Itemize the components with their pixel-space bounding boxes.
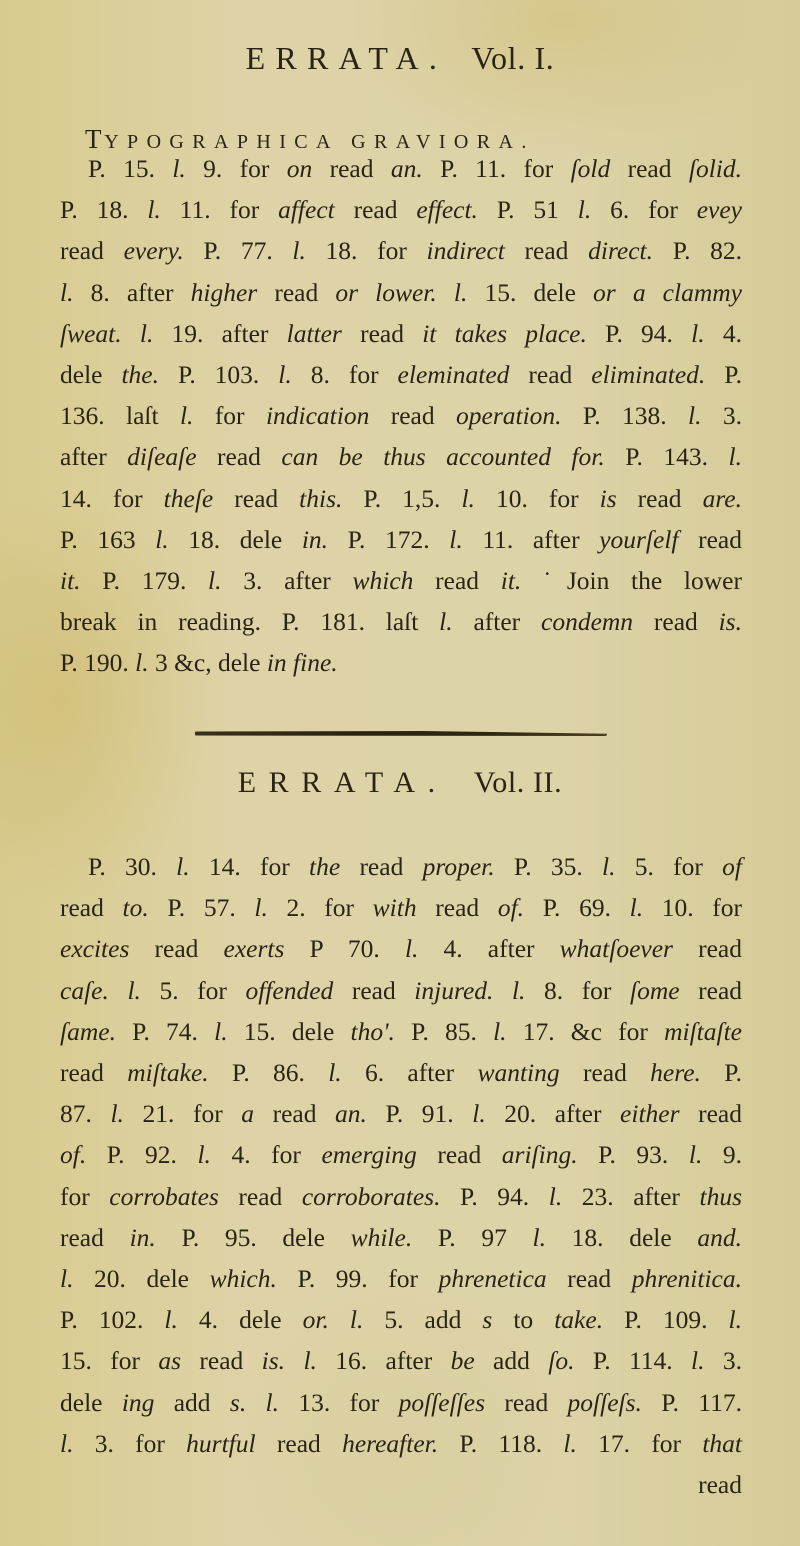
errata-italic-text: operation. [456, 401, 562, 431]
errata-text: break in reading. P. 181. laſt [60, 607, 440, 637]
errata-text: for [60, 1181, 110, 1211]
errata-line [60, 1093, 742, 1134]
errata-text: P. 85. [394, 1016, 494, 1046]
errata-italic-text: eliminated. [591, 360, 706, 390]
errata-italic-text: exerts [223, 934, 285, 964]
errata-italic-text: of. [497, 893, 525, 923]
errata-text: 5. for [140, 975, 246, 1005]
errata-text: P. 143. [604, 442, 729, 472]
errata-italic-text: and. [697, 1222, 742, 1252]
vol1-heading-volume: Vol. I. [471, 40, 555, 76]
errata-italic-text: ing [121, 1387, 155, 1417]
errata-text: P. 94. [586, 318, 692, 348]
errata-italic-text: with [372, 893, 417, 923]
errata-line [60, 395, 742, 436]
errata-italic-text: higher [190, 277, 258, 307]
errata-text: P. 179. [80, 566, 209, 596]
errata-text: 16. after [316, 1346, 451, 1376]
errata-text: 18. dele [168, 524, 302, 554]
errata-italic-text: a [241, 1099, 255, 1129]
errata-italic-text: l. [688, 1140, 703, 1170]
errata-text: 4. after [418, 934, 560, 964]
errata-text: read [679, 1099, 742, 1129]
errata-text: read [340, 852, 423, 881]
catchword: read [698, 1470, 742, 1500]
errata-italic-text: it. [500, 566, 522, 596]
errata-italic-text: l. [511, 975, 526, 1005]
errata-text: read [60, 893, 123, 923]
errata-text: P. 172. [328, 524, 450, 554]
errata-text: 19. after [153, 318, 287, 348]
errata-italic-text: ſo. [548, 1346, 575, 1376]
errata-italic-text: is. [718, 607, 742, 637]
errata-line [60, 1011, 742, 1052]
errata-text: read [257, 277, 336, 307]
errata-text: P. 92. [86, 1140, 198, 1170]
errata-text: ˙Join the lower [521, 566, 742, 596]
errata-italic-text: an. [335, 1099, 367, 1129]
errata-text: 17. &c for [506, 1016, 665, 1046]
errata-italic-text: evey [696, 195, 742, 225]
errata-text: add [154, 1387, 230, 1417]
errata-text: 4. for [210, 1140, 322, 1170]
errata-italic-text: indirect [426, 236, 505, 266]
errata-text: after [452, 607, 541, 637]
errata-italic-text: l. [172, 154, 186, 183]
errata-text: 10. for [643, 893, 743, 923]
errata-italic-text: while. [350, 1222, 413, 1252]
errata-italic-text: it. [60, 566, 81, 596]
errata-line [60, 1340, 742, 1381]
errata-italic-text: l. [449, 524, 463, 554]
errata-text: read [416, 1140, 502, 1170]
errata-italic-text: l. [176, 852, 190, 881]
errata-text: P. 102. [60, 1305, 165, 1335]
errata-italic-text: l. [254, 893, 268, 923]
errata-text: P. 57. [148, 893, 255, 923]
errata-text: 6. for [591, 195, 697, 225]
errata-line [60, 478, 742, 519]
errata-text: P. 91. [366, 1099, 473, 1129]
errata-text: P. 93. [577, 1140, 689, 1170]
errata-text: P. 15. [88, 154, 173, 183]
errata-line [60, 354, 742, 395]
errata-text: P. 35. [494, 852, 603, 881]
errata-text [437, 278, 454, 307]
errata-line [60, 189, 742, 230]
errata-italic-text: hurtful [186, 1428, 256, 1458]
errata-italic-text: l. [688, 401, 702, 431]
errata-line [60, 928, 742, 969]
errata-italic-text: s [482, 1305, 493, 1335]
errata-italic-text: or lower. [335, 277, 437, 307]
errata-italic-text: diſeaſe [127, 442, 197, 472]
errata-text: P. 11. for [422, 154, 571, 183]
errata-italic-text: l. [493, 1016, 507, 1046]
errata-italic-text: l. [629, 893, 644, 923]
errata-text: read [196, 442, 282, 472]
errata-italic-text: the. [121, 360, 159, 390]
errata-text: read [218, 1181, 302, 1211]
errata-italic-text: l. [127, 975, 141, 1005]
errata-italic-text: thus [699, 1181, 742, 1211]
errata-italic-text: that [702, 1428, 742, 1458]
errata-italic-text: l. [139, 318, 154, 348]
errata-italic-text: l. [135, 648, 149, 678]
errata-text: P. 109. [603, 1305, 729, 1335]
errata-italic-text: eleminated [397, 360, 510, 390]
errata-text: read [255, 1428, 343, 1458]
errata-text [285, 1346, 303, 1375]
errata-text: after [60, 442, 128, 472]
errata-text: read [254, 1099, 336, 1129]
errata-text: P. 97 [412, 1222, 533, 1252]
errata-italic-text: is [599, 483, 617, 513]
errata-italic-text: l. [265, 1387, 279, 1417]
errata-text: P. 1,5. [342, 483, 462, 513]
errata-text: P. 74. [115, 1016, 215, 1046]
errata-text: 3 &c, dele [148, 648, 267, 678]
errata-italic-text: in. [129, 1222, 156, 1252]
errata-italic-text: l. [328, 1058, 342, 1088]
errata-italic-text: ſold [570, 154, 611, 183]
errata-italic-text: which [352, 566, 414, 596]
errata-text [122, 319, 140, 348]
errata-text: 20. dele [73, 1264, 210, 1294]
errata-italic-text: l. [728, 442, 742, 472]
errata-italic-text: every. [123, 236, 184, 266]
errata-italic-text: l. [147, 195, 161, 225]
errata-text: P. 118. [438, 1428, 564, 1458]
errata-italic-text: ſome [630, 975, 680, 1005]
errata-text: P. 117. [641, 1387, 742, 1417]
errata-italic-text: miſtake. [127, 1058, 209, 1088]
errata-text: 3. [701, 401, 743, 431]
errata-italic-text: as [158, 1346, 182, 1376]
errata-text: 13. for [279, 1387, 399, 1417]
vol1-errata-list [60, 148, 742, 684]
errata-text: 8. for [525, 975, 630, 1005]
errata-italic-text: theſe [163, 483, 214, 513]
errata-text: 4. [704, 318, 742, 348]
vol2-heading [0, 766, 800, 800]
errata-text [493, 976, 512, 1005]
errata-italic-text: l. [60, 277, 74, 307]
errata-text: 3. [704, 1346, 742, 1376]
errata-text: 18. dele [545, 1222, 698, 1252]
errata-line [60, 1176, 742, 1217]
errata-line [60, 887, 742, 928]
errata-text: read [678, 524, 743, 554]
errata-line [60, 1258, 742, 1299]
errata-italic-text: on [286, 154, 313, 183]
errata-italic-text: hereafter. [342, 1428, 439, 1458]
errata-italic-text: of. [60, 1140, 87, 1170]
errata-italic-text: can be thus accounted for. [281, 442, 605, 472]
vol1-heading-title: ERRATA. [245, 40, 448, 76]
errata-italic-text: l. [303, 1346, 317, 1376]
errata-text: P. 51 [477, 195, 578, 225]
errata-italic-text: l. [728, 1305, 742, 1335]
errata-line [60, 601, 742, 642]
errata-text: read [181, 1346, 262, 1376]
vol2-heading-title: ERRATA. [237, 766, 448, 799]
errata-text: 14. for [60, 483, 164, 513]
errata-italic-text: poſſeſſes [398, 1387, 485, 1417]
subheading-initial: T [85, 124, 105, 154]
errata-italic-text: phrenetica [438, 1264, 547, 1294]
errata-italic-text: offended [245, 975, 334, 1005]
errata-italic-text: corrobates [109, 1181, 219, 1211]
errata-italic-text: ſweat. [60, 318, 122, 348]
errata-text [246, 1388, 265, 1417]
errata-italic-text: an. [390, 154, 423, 183]
errata-text: P. 30. [88, 852, 177, 881]
errata-text: add [474, 1346, 549, 1376]
vol2-errata-list [60, 846, 742, 1505]
errata-italic-text: l. [110, 1099, 124, 1129]
errata-text: P. 138. [561, 401, 689, 431]
errata-text: read [213, 483, 300, 513]
errata-text: 136. laſt [60, 401, 180, 431]
errata-text: P 70. [284, 934, 405, 964]
errata-text: dele [60, 1387, 122, 1417]
errata-italic-text: wanting [477, 1058, 560, 1088]
errata-text: read [509, 360, 592, 390]
errata-italic-text: either [620, 1099, 680, 1129]
errata-italic-text: of [722, 852, 742, 881]
errata-text: read [312, 154, 391, 183]
errata-text: read [413, 566, 501, 596]
errata-italic-text: l. [155, 524, 169, 554]
errata-text: P. 94. [440, 1181, 549, 1211]
errata-text: 11. after [462, 524, 600, 554]
errata-text: read [60, 236, 124, 266]
errata-text: 20. after [485, 1099, 621, 1129]
errata-italic-text: l. [577, 195, 592, 225]
errata-text: 4. dele [177, 1305, 303, 1335]
errata-italic-text: is. [261, 1346, 286, 1376]
errata-italic-text: l. [278, 360, 292, 390]
errata-italic-text: l. [197, 1140, 211, 1170]
errata-italic-text: l. [214, 1016, 228, 1046]
errata-italic-text: in. [301, 524, 329, 554]
errata-italic-text: ſolid. [688, 154, 742, 183]
errata-line [60, 846, 742, 887]
errata-text: read [672, 934, 742, 964]
errata-text: 5. for [615, 852, 723, 881]
errata-italic-text: ariſing. [501, 1140, 578, 1170]
errata-italic-text: l. [164, 1305, 178, 1335]
errata-line [60, 313, 742, 354]
errata-text: to [492, 1305, 555, 1335]
errata-italic-text: l. [602, 852, 616, 881]
errata-text: 8. for [291, 360, 398, 390]
errata-text: 21. for [123, 1099, 242, 1129]
errata-italic-text: l. [532, 1222, 546, 1252]
errata-italic-text: indication [265, 401, 370, 431]
errata-text: read [504, 236, 589, 266]
errata-italic-text: in fine. [266, 648, 338, 678]
errata-line [60, 1217, 742, 1258]
section-divider-rule [195, 731, 607, 736]
errata-text: for [193, 401, 266, 431]
errata-text: P. 190. [60, 648, 136, 678]
errata-italic-text: affect [278, 195, 335, 225]
errata-line [60, 1052, 742, 1093]
errata-italic-text: caſe. [60, 975, 109, 1005]
errata-text: read [416, 893, 498, 923]
errata-italic-text: l. [461, 483, 475, 513]
errata-text: 9. for [185, 154, 287, 183]
subheading-text: YPOGRAPHICA GRAVIORA. [104, 131, 535, 153]
errata-line [60, 272, 742, 313]
errata-text: P. 18. [60, 195, 148, 225]
errata-italic-text: excites [60, 934, 130, 964]
errata-text: 87. [60, 1099, 111, 1129]
errata-italic-text: take. [554, 1305, 604, 1335]
errata-italic-text: or. [302, 1305, 329, 1335]
errata-text: 8. after [73, 277, 191, 307]
errata-line [60, 560, 742, 601]
errata-text: 15. for [60, 1346, 159, 1376]
errata-italic-text: miſtaſte [664, 1016, 742, 1046]
errata-text: read [610, 154, 689, 183]
errata-italic-text: it takes place. [422, 318, 587, 348]
errata-italic-text: phrenitica. [631, 1264, 742, 1294]
errata-line [60, 642, 742, 683]
errata-italic-text: l. [439, 607, 453, 637]
errata-italic-text: tho'. [350, 1016, 395, 1046]
errata-text: P. 163 [60, 524, 156, 554]
errata-text [329, 1305, 350, 1334]
errata-text: read [333, 975, 415, 1005]
errata-italic-text: l. [349, 1305, 364, 1335]
errata-italic-text: injured. [414, 975, 494, 1005]
errata-italic-text: this. [299, 483, 343, 513]
errata-text: 5. add [363, 1305, 483, 1335]
vol1-heading [0, 40, 800, 77]
errata-italic-text: l. [208, 566, 222, 596]
errata-text: P. 82. [653, 236, 742, 266]
errata-text: dele [60, 360, 122, 390]
errata-italic-text: to. [122, 893, 149, 923]
errata-line [60, 148, 742, 189]
errata-italic-text: l. [691, 1346, 705, 1376]
errata-italic-text: l. [691, 318, 705, 348]
errata-text: 18. for [305, 236, 427, 266]
errata-italic-text: l. [453, 277, 468, 307]
errata-text: read [369, 401, 456, 431]
errata-italic-text: condemn [541, 607, 634, 637]
errata-text: 15. dele [227, 1016, 351, 1046]
errata-italic-text: l. [472, 1099, 486, 1129]
errata-text: read [633, 607, 719, 637]
errata-text: 2. for [267, 893, 373, 923]
errata-text: 23. after [562, 1181, 700, 1211]
errata-line [60, 970, 742, 1011]
errata-line [60, 519, 742, 560]
errata-line [60, 1423, 742, 1464]
errata-text: read [616, 483, 703, 513]
errata-italic-text: emerging [321, 1140, 417, 1170]
errata-italic-text: l. [179, 401, 194, 431]
errata-italic-text: yourſelf [599, 524, 679, 554]
errata-italic-text: l. [60, 1264, 74, 1294]
errata-italic-text: latter [286, 318, 342, 348]
errata-line [60, 436, 742, 477]
errata-italic-text: direct. [588, 236, 654, 266]
errata-line [60, 230, 742, 271]
errata-italic-text: or a clammy [593, 277, 742, 307]
errata-text: 9. [702, 1140, 742, 1170]
errata-text: read [546, 1264, 632, 1294]
errata-italic-text: l. [60, 1428, 74, 1458]
errata-text: 3. for [73, 1428, 187, 1458]
errata-text: P. 69. [524, 893, 630, 923]
errata-text: read [341, 318, 423, 348]
errata-italic-text: poſſeſs. [567, 1387, 642, 1417]
errata-italic-text: l. [548, 1181, 563, 1211]
errata-text: read [129, 934, 224, 964]
errata-text: P. [705, 360, 742, 390]
errata-italic-text: whatſoever [559, 934, 673, 964]
errata-italic-text: which. [209, 1264, 277, 1294]
errata-text: read [679, 975, 743, 1005]
errata-text: P. 103. [158, 360, 279, 390]
errata-text: read [559, 1058, 651, 1088]
errata-line [60, 1382, 742, 1423]
errata-italic-text: the [309, 852, 341, 881]
errata-text: P. 86. [208, 1058, 329, 1088]
errata-text: P. 99. for [276, 1264, 439, 1294]
errata-italic-text: be [450, 1346, 475, 1376]
errata-text: 3. after [221, 566, 353, 596]
errata-text: read [60, 1058, 128, 1088]
errata-italic-text: corroborates. [301, 1181, 441, 1211]
errata-italic-text: s. [229, 1387, 247, 1417]
vol2-heading-volume: Vol. II. [473, 766, 563, 799]
errata-italic-text: effect. [416, 195, 478, 225]
errata-text: read [485, 1387, 568, 1417]
errata-text: 11. for [160, 195, 279, 225]
errata-text: P. 114. [574, 1346, 692, 1376]
errata-text: P. 77. [183, 236, 293, 266]
errata-italic-text: proper. [422, 852, 495, 881]
errata-italic-text: are. [702, 483, 742, 513]
errata-text: 14. for [189, 852, 310, 881]
errata-line [60, 1299, 742, 1340]
errata-text [109, 976, 128, 1005]
errata-text: 15. dele [467, 277, 594, 307]
errata-text: 10. for [474, 483, 600, 513]
errata-italic-text: l. [563, 1428, 577, 1458]
errata-text: read [334, 195, 417, 225]
errata-text: P. 95. dele [155, 1222, 351, 1252]
errata-text: read [60, 1222, 130, 1252]
errata-text: 17. for [576, 1428, 703, 1458]
errata-italic-text: here. [650, 1058, 701, 1088]
errata-line [60, 1134, 742, 1175]
errata-text: 6. after [341, 1058, 478, 1088]
errata-italic-text: l. [292, 236, 306, 266]
errata-italic-text: ſame. [60, 1016, 116, 1046]
errata-italic-text: l. [404, 934, 419, 964]
errata-text: P. [700, 1058, 742, 1088]
